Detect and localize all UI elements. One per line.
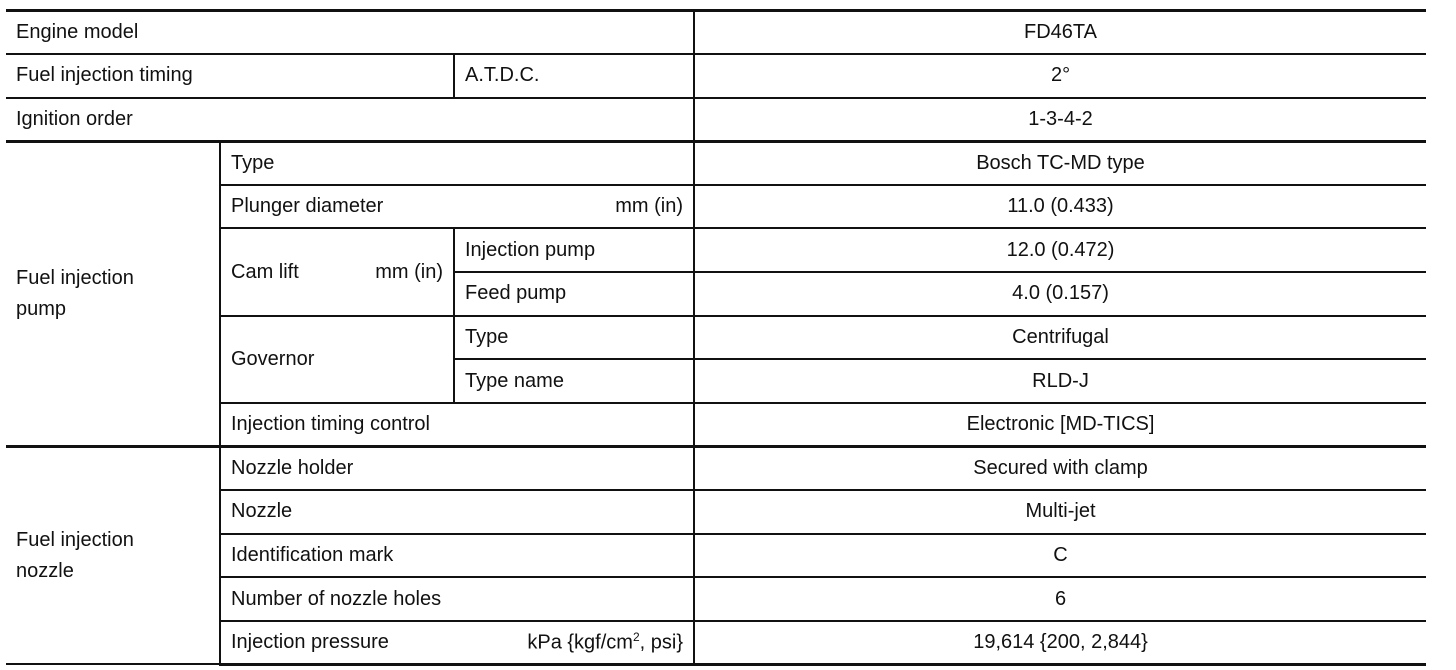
injection-pressure-cell bbox=[220, 621, 694, 665]
table-row bbox=[6, 98, 1426, 142]
injection-timing-control-label: Injection timing control bbox=[220, 403, 694, 447]
fuel-injection-nozzle-group-label bbox=[6, 446, 220, 664]
cam-lift-cell bbox=[220, 228, 454, 315]
cam-lift-injection-pump-label: Injection pump bbox=[454, 228, 694, 272]
nozzle-holes-label: Number of nozzle holes bbox=[220, 577, 694, 621]
fuel-injection-timing-label: Fuel injection timing bbox=[6, 54, 454, 98]
ignition-order-value: 1-3-4-2 bbox=[694, 98, 1426, 142]
table-row bbox=[6, 11, 1426, 55]
injection-timing-control-value: Electronic [MD-TICS] bbox=[694, 403, 1426, 447]
spec-table bbox=[6, 9, 1426, 663]
unit-suffix: , psi} bbox=[639, 631, 684, 654]
table-row bbox=[6, 54, 1426, 98]
cam-lift-injection-pump-value: 12.0 (0.472) bbox=[694, 228, 1426, 272]
fuel-injection-pump-group-label bbox=[6, 141, 220, 446]
cam-lift-feed-pump-value: 4.0 (0.157) bbox=[694, 272, 1426, 316]
injection-pressure-unit bbox=[527, 630, 683, 655]
governor-label: Governor bbox=[220, 316, 454, 403]
nozzle-label: Nozzle bbox=[220, 490, 694, 534]
unit-superscript: 2 bbox=[632, 630, 640, 645]
cam-lift-feed-pump-label: Feed pump bbox=[454, 272, 694, 316]
injection-pressure-value: 19,614 {200, 2,844} bbox=[694, 621, 1426, 665]
table-row bbox=[6, 141, 1426, 185]
pump-type-value: Bosch TC-MD type bbox=[694, 141, 1426, 185]
group-label-line: Fuel injection bbox=[16, 266, 134, 289]
cam-lift-unit: mm (in) bbox=[375, 260, 443, 283]
plunger-diameter-label: Plunger diameter bbox=[231, 195, 384, 218]
identification-mark-value: C bbox=[694, 534, 1426, 578]
pump-type-label: Type bbox=[220, 141, 694, 185]
governor-type-label: Type bbox=[454, 316, 694, 360]
fuel-injection-timing-value: 2° bbox=[694, 54, 1426, 98]
injection-pressure-label: Injection pressure bbox=[231, 630, 389, 653]
plunger-diameter-value: 11.0 (0.433) bbox=[694, 185, 1426, 229]
nozzle-holder-label: Nozzle holder bbox=[220, 446, 694, 490]
plunger-diameter-cell bbox=[220, 185, 694, 229]
cam-lift-label: Cam lift bbox=[231, 260, 299, 283]
identification-mark-label: Identification mark bbox=[220, 534, 694, 578]
group-label-line: Fuel injection bbox=[16, 528, 134, 551]
group-label-line: pump bbox=[16, 297, 67, 320]
governor-type-name-label: Type name bbox=[454, 359, 694, 403]
nozzle-holder-value: Secured with clamp bbox=[694, 446, 1426, 490]
table-row bbox=[6, 446, 1426, 490]
nozzle-holes-value: 6 bbox=[694, 577, 1426, 621]
fuel-injection-timing-sub: A.T.D.C. bbox=[454, 54, 694, 98]
engine-model-label: Engine model bbox=[6, 11, 694, 55]
group-label-line: nozzle bbox=[16, 559, 74, 582]
spec-table-grid bbox=[6, 9, 1426, 666]
unit-prefix: kPa {kgf/cm bbox=[527, 631, 633, 654]
governor-type-value: Centrifugal bbox=[694, 316, 1426, 360]
nozzle-value: Multi-jet bbox=[694, 490, 1426, 534]
ignition-order-label: Ignition order bbox=[6, 98, 694, 142]
engine-model-value: FD46TA bbox=[694, 11, 1426, 55]
plunger-diameter-unit: mm (in) bbox=[615, 195, 684, 218]
governor-type-name-value: RLD-J bbox=[694, 359, 1426, 403]
